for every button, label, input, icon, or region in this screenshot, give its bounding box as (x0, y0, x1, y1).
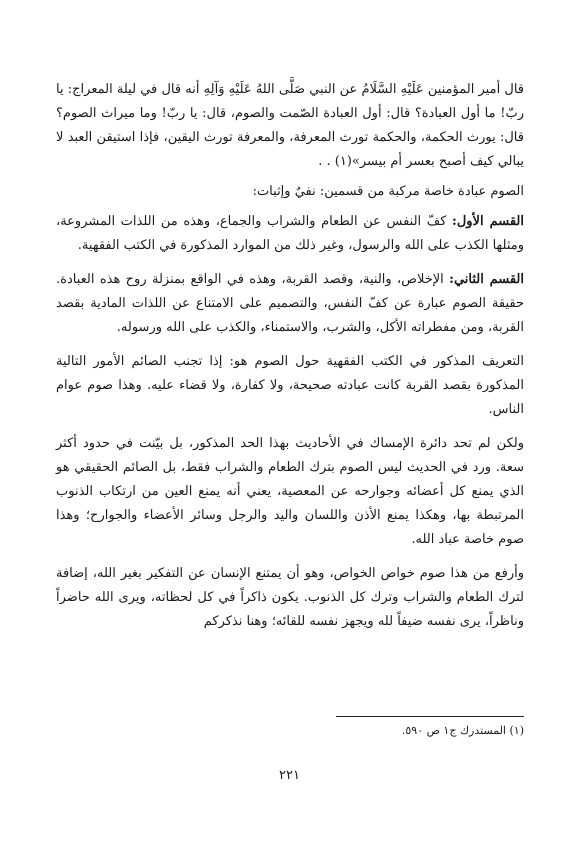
paragraph-text: وأرفع من هذا صوم خواص الخواص، وهو أن يمتنع الإنسان عن التفكير بغير الله، إضافة لترك الطعام والشراب وترك كل الذنوب. يكون ذاكراً في كل لحظاته، ويرى الله حاضراً وناظراً، يرى نفسه ضيفاً لله ويجهز نفسه للقائه؛ وهنا نذكركم (56, 566, 524, 629)
paragraph-text: قال أمير المؤمنين عَلَيْهِ السَّلَامُ عن النبي صَلَّى اللهُ عَلَيْهِ وَآلِهِ أنه قال في ليلة المعراج: يا ربّ! ما أول العبادة؟ قال: أول العبادة الصّمت والصوم، قال: يا ربّ! وما ميراث الصوم؟ قال: يورث الحكمة، والحكمة تورث المعرفة، والمعرفة تورث اليقين، فإذا استيقن العبد لا يبالي كيف أصبح بعسر أم بيسر»(١) . . (56, 82, 524, 169)
paragraph-text: الصوم عبادة خاصة مركبة من قسمين: نفيٌ وإثبات: (252, 184, 524, 199)
paragraph-hadith-scope (56, 432, 524, 552)
paragraph-hadith (56, 78, 524, 174)
main-text (56, 78, 524, 634)
paragraph-first-part (56, 210, 524, 258)
page-number-text: ٢٢١ (279, 768, 300, 783)
paragraph-text: الإخلاص، والنية، وقصد القربة، وهذه في الواقع بمنزلة روح هذه العبادة. حقيقة الصوم عبارة عن كفّ النفس، والتصميم على الامتناع عن اللذات المادية بقصد القربة، ومن مفطراته الأكل، والشرب، والاستمناء، والكذب على الله ورسوله. (56, 272, 524, 335)
paragraph-text: ولكن لم تحد دائرة الإمساك في الأحاديث بهذا الحد المذكور، بل بيّنت في حدود أكثر سعة. ورد في الحديث ليس الصوم بترك الطعام والشراب فقط، بل الصائم الحقيقي هو الذي يمنع كل أعضائه وجوارحه عن المعصية، يعني أنه يمنع العين من ارتكاب الذنوب المرتبطة بها، وهكذا يمنع الأذن واللسان واليد والرجل وسائر الأعضاء والجوارح؛ وهذا صوم خاصة عباد الله. (56, 436, 524, 547)
paragraph-second-part (56, 268, 524, 340)
paragraph-text: كفّ النفس عن الطعام والشراب والجماع، وهذه من اللذات المشروعة، ومثلها الكذب على الله والرسول، وغير ذلك من الموارد المذكورة في الكتب الفقهية. (56, 214, 524, 253)
footnote-text: (١) المستدرك ج١ ص ٥٩٠. (401, 724, 524, 737)
paragraph-fasting-definition (56, 180, 524, 204)
page-number (0, 766, 579, 786)
section-heading: القسم الثاني: (449, 272, 524, 287)
footnote (56, 722, 524, 740)
footnote-divider (336, 716, 524, 717)
paragraph-elite-fasting (56, 562, 524, 634)
paragraph-jurisprudence (56, 350, 524, 422)
section-heading: القسم الأول: (452, 214, 524, 229)
paragraph-text: التعريف المذكور في الكتب الفقهية حول الصوم هو: إذا تجنب الصائم الأمور التالية المذكورة بقصد القربة كانت عبادته صحيحة، ولا كفارة، ولا قضاء عليه. وهذا صوم عوام الناس. (56, 354, 524, 417)
